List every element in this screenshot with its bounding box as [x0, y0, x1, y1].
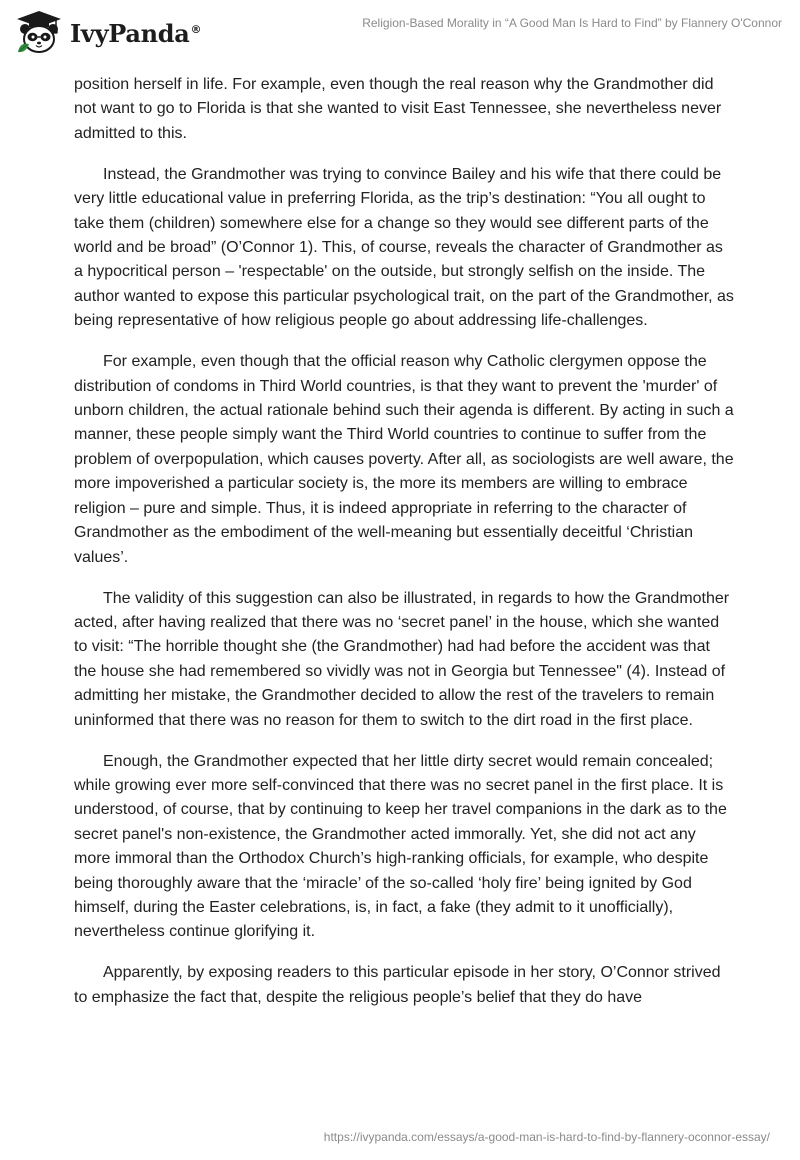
document-title: Religion-Based Morality in “A Good Man Is Hard to Find” by Flannery O'Connor — [362, 16, 782, 30]
paragraph: position herself in life. For example, even though the real reason why the Grandmother did not want to go to Florida is that she wanted to visit East Tennessee, she nevertheless never admitted to this. — [74, 76, 722, 142]
paragraph: For example, even though that the official reason why Catholic clergymen oppose the distribution of condoms in Third World countries, is that they want to prevent the 'murder' of unborn children, the actual rationale behind such their agenda is different. By acting in such a manner, these people simply want the Third World countries to continue to suffer from the problem of overpopulation, which causes poverty. After all, as sociologists are well aware, the more impoverished a particular society is, the more its members are willing to embrace religion – pure and simple. Thus, it is indeed appropriate in referring to the character of Grandmother as the embodiment of the well-meaning but essentially deceitful ‘Christian values’. — [74, 353, 734, 566]
logo-text: IvyPanda — [70, 18, 190, 48]
page-header — [0, 0, 800, 64]
footer-url[interactable]: https://ivypanda.com/essays/a-good-man-is-hard-to-find-by-flannery-oconnor-essay/ — [323, 1130, 770, 1144]
ivypanda-logo[interactable] — [14, 8, 201, 58]
essay-body — [74, 73, 734, 1027]
logo-wordmark — [70, 19, 201, 48]
paragraph: Apparently, by exposing readers to this particular episode in her story, O’Connor strived to emphasize the fact that, despite the religious people’s belief that they do have — [74, 964, 721, 1006]
registered-mark: ® — [190, 22, 202, 36]
panda-graduate-icon — [14, 8, 64, 58]
paragraph: Instead, the Grandmother was trying to convince Bailey and his wife that there could be very little educational value in preferring Florida, as the trip’s destination: “You all ought to take them (children) somewhere else for a change so they would see different parts of the world and be broad” (O’Connor 1). This, of course, reveals the character of Grandmother as a hypocritical person – 'respectable' on the outside, but strongly selfish on the inside. The author wanted to expose this particular psychological trait, on the part of the Grandmother, as being representative of how religious people go about addressing life-challenges. — [74, 165, 734, 330]
paragraph: The validity of this suggestion can also be illustrated, in regards to how the Grandmother acted, after having realized that there was no ‘secret panel’ in the house, which she wanted to visit: “The horrible thought she (the Grandmother) had had before the accident was that the house she had remembered so vividly was not in Georgia but Tennessee" (4). Instead of admitting her mistake, the Grandmother decided to allow the rest of the travelers to remain uninformed that there was no reason for them to switch to the dirt road in the first place. — [74, 589, 730, 729]
paragraph: Enough, the Grandmother expected that her little dirty secret would remain concealed; while growing ever more self-convinced that there was no secret panel in the first place. It is understood, of course, that by continuing to keep her travel companions in the dark as to the secret panel's non-existence, the Grandmother acted immorally. Yet, she did not act any more immoral than the Orthodox Church’s high-ranking officials, for example, who despite being thoroughly aware that the ‘miracle’ of the so-called ‘holy fire’ being ignited by God himself, during the Easter celebrations, is, in fact, a fake (they admit to it unofficially), nevertheless continue glorifying it. — [74, 752, 727, 941]
